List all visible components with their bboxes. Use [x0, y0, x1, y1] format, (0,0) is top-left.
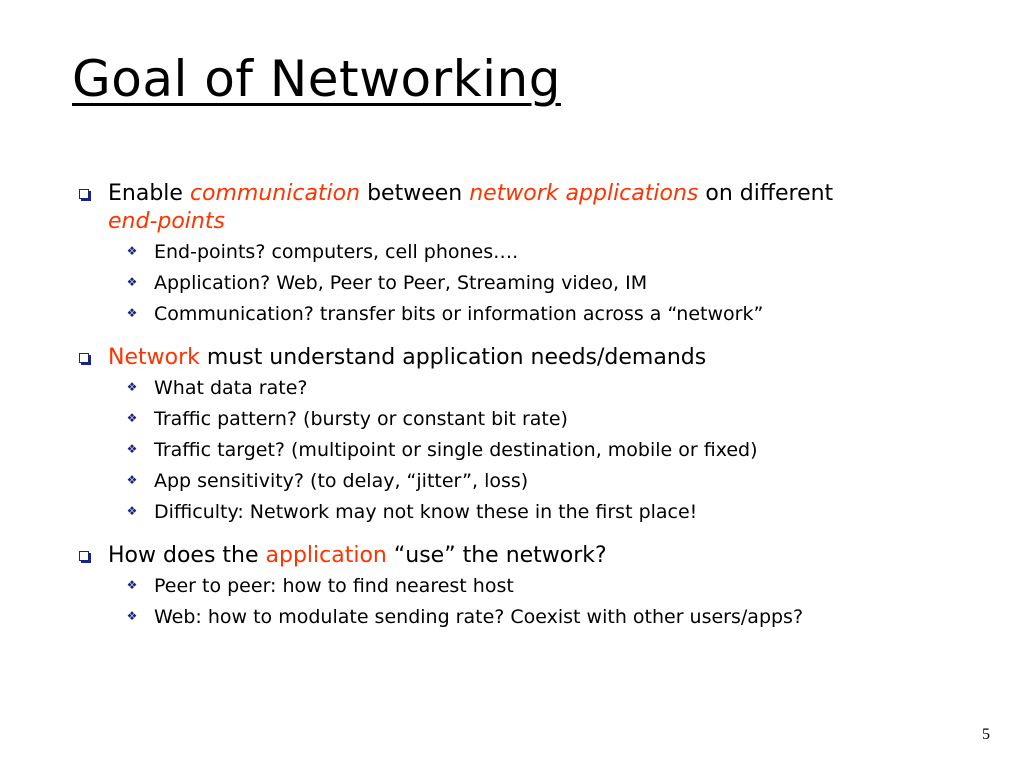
bullet-text: [108, 542, 882, 570]
sub-bullet-list: [108, 574, 882, 629]
text-run: How does the: [108, 543, 266, 568]
four-point-diamond-icon: ❖: [126, 473, 138, 487]
sub-bullet-text: Communication? transfer bits or information across a “network”: [154, 303, 764, 325]
sub-bullet-list: [108, 376, 882, 524]
sub-bullet-list: [108, 240, 882, 326]
sub-bullet-text: What data rate?: [154, 377, 308, 399]
four-point-diamond-icon: ❖: [126, 504, 138, 518]
bullet-item: [72, 542, 882, 629]
sub-bullet-item: [108, 376, 882, 400]
sub-bullet-item: [108, 407, 882, 431]
text-run: “use” the network?: [386, 543, 607, 568]
sub-bullet-item: [108, 240, 882, 264]
page-number: 5: [982, 726, 990, 743]
highlighted-term: network applications: [469, 181, 699, 206]
four-point-diamond-icon: ❖: [126, 306, 138, 320]
highlighted-term: application: [265, 543, 387, 568]
sub-bullet-text: End-points? computers, cell phones….: [154, 241, 519, 263]
bullet-item: [72, 180, 882, 326]
sub-bullet-item: [108, 271, 882, 295]
sub-bullet-text: App sensitivity? (to delay, “jitter”, loss): [154, 470, 529, 492]
four-point-diamond-icon: ❖: [126, 244, 138, 258]
sub-bullet-item: [108, 469, 882, 493]
slide-title: Goal of Networking: [72, 50, 561, 108]
bullet-text: [108, 344, 882, 372]
four-point-diamond-icon: ❖: [126, 609, 138, 623]
four-point-diamond-icon: ❖: [126, 275, 138, 289]
text-run: on different: [698, 181, 834, 206]
text-run: Enable: [108, 181, 190, 206]
square-box-icon: [79, 353, 89, 363]
bullet-list: [72, 180, 882, 647]
sub-bullet-text: Peer to peer: how to find nearest host: [154, 575, 514, 597]
square-box-icon: [79, 189, 89, 199]
sub-bullet-text: Traffic target? (multipoint or single destination, mobile or fixed): [154, 439, 758, 461]
four-point-diamond-icon: ❖: [126, 578, 138, 592]
sub-bullet-text: Application? Web, Peer to Peer, Streaming video, IM: [154, 272, 648, 294]
text-run: must understand application needs/demands: [199, 345, 707, 370]
four-point-diamond-icon: ❖: [126, 380, 138, 394]
sub-bullet-item: [108, 438, 882, 462]
sub-bullet-item: [108, 574, 882, 598]
square-box-icon: [79, 551, 89, 561]
sub-bullet-text: Difficulty: Network may not know these in the first place!: [154, 501, 698, 523]
bullet-text: [108, 180, 882, 236]
highlighted-term: end-points: [108, 209, 225, 234]
bullet-item: [72, 344, 882, 524]
highlighted-term: Network: [108, 345, 200, 370]
sub-bullet-item: [108, 500, 882, 524]
sub-bullet-item: [108, 302, 882, 326]
highlighted-term: communication: [189, 181, 361, 206]
four-point-diamond-icon: ❖: [126, 411, 138, 425]
sub-bullet-text: Traffic pattern? (bursty or constant bit rate): [154, 408, 568, 430]
text-run: between: [360, 181, 470, 206]
sub-bullet-item: [108, 605, 882, 629]
sub-bullet-text: Web: how to modulate sending rate? Coexist with other users/apps?: [154, 606, 804, 628]
four-point-diamond-icon: ❖: [126, 442, 138, 456]
